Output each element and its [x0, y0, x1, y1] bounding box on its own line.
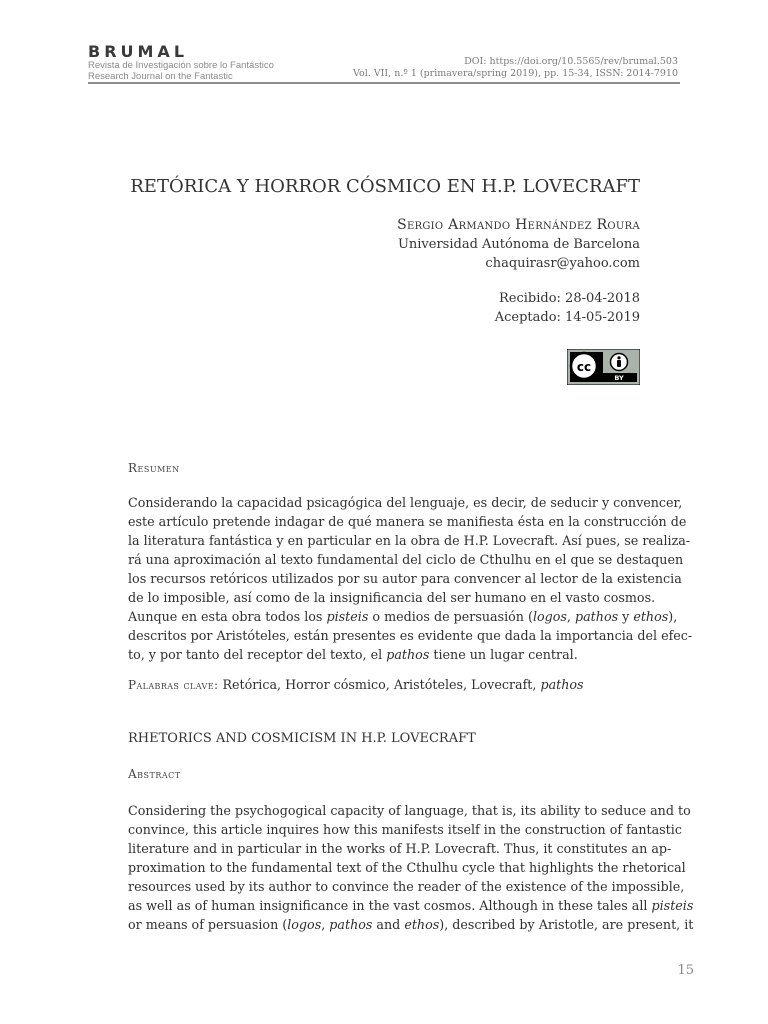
- abstract-line: proximation to the fundamental text of the Cthulhu cycle that highlights the rhetorical: [128, 860, 686, 875]
- resumen-line: la literatura fantástica y en particular en la obra de H.P. Lovecraft. Así pues, se realiza-: [128, 533, 691, 548]
- resumen-line: descritos por Aristóteles, están presentes es evidente que dada la importancia del efec-: [128, 628, 693, 643]
- journal-subtitle-es: Revista de Investigación sobre lo Fantástico: [88, 60, 274, 71]
- cc-license-graphic: [567, 349, 640, 385]
- keywords: [128, 677, 584, 692]
- received-date: Recibido: 28-04-2018: [498, 291, 640, 306]
- resumen-line: este artículo pretende indagar de qué manera se manifiesta ésta en la construcción de: [128, 514, 687, 529]
- abstract-line: literature and in particular in the works of H.P. Lovecraft. Thus, it constitutes an ap-: [128, 841, 672, 856]
- abstract-line: resources used by its author to convince the reader of the existence of the impossible,: [128, 879, 685, 894]
- resumen-line: Considerando la capacidad psicagógica del lenguaje, es decir, de seducir y convencer,: [128, 495, 683, 510]
- author-name: Sergio Armando Hernández Roura: [397, 217, 640, 233]
- journal-subtitle-en: Research Journal on the Fantastic: [88, 71, 233, 82]
- journal-logo: BRUMAL: [88, 42, 189, 61]
- keywords-label: Palabras clave:: [128, 678, 219, 692]
- abstract-line: as well as of human insignificance in the vast cosmos. Although in these tales all pisteis: [128, 898, 694, 913]
- abstract-line: convince, this article inquires how this manifests itself in the construction of fantastic: [128, 822, 682, 837]
- svg-text:cc: cc: [576, 360, 592, 374]
- abstract-paragraph: [128, 801, 694, 934]
- cc-by-icon[interactable]: [567, 349, 640, 385]
- abstract-heading: Abstract: [128, 767, 181, 781]
- page-number: 15: [677, 963, 694, 978]
- cc-by-label: BY: [614, 374, 624, 382]
- resumen-line: rá una aproximación al texto fundamental del ciclo de Cthulhu en el que se destaquen: [128, 552, 684, 567]
- abstract-line: or means of persuasion (logos, pathos and ethos), described by Aristotle, are present, it: [128, 917, 694, 932]
- accepted-date: Aceptado: 14-05-2019: [494, 310, 640, 325]
- author-email[interactable]: chaquirasr@yahoo.com: [485, 256, 640, 271]
- journal-header: [88, 40, 680, 86]
- english-title: RHETORICS AND COSMICISM IN H.P. LOVECRAFT: [128, 731, 476, 746]
- keywords-text: Retórica, Horror cósmico, Aristóteles, Lovecraft,: [222, 677, 537, 692]
- resumen-heading: Resumen: [128, 461, 180, 475]
- resumen-line: los recursos retóricos utilizados por su autor para convencer al lector de la existencia: [128, 571, 682, 586]
- abstract-line: Considering the psychogogical capacity of language, that is, its ability to seduce and to: [128, 803, 691, 818]
- header-divider: [88, 82, 680, 84]
- keywords-italic-term: pathos: [540, 677, 584, 692]
- author-affiliation: Universidad Autónoma de Barcelona: [397, 237, 640, 252]
- volume-info: Vol. VII, n.º 1 (primavera/spring 2019), pp. 15-34, ISSN: 2014-7910: [353, 68, 678, 79]
- resumen-paragraph: [128, 493, 693, 664]
- doi-link[interactable]: DOI: https://doi.org/10.5565/rev/brumal.503: [464, 56, 678, 67]
- resumen-line: Aunque en esta obra todos los pisteis o medios de persuasión (logos, pathos y ethos),: [128, 609, 678, 624]
- resumen-line: to, y por tanto del receptor del texto, el pathos tiene un lugar central.: [128, 647, 578, 662]
- article-title: RETÓRICA Y HORROR CÓSMICO EN H.P. LOVECRAFT: [130, 176, 640, 197]
- resumen-line: de lo imposible, así como de la insignificancia del ser humano en el vasto cosmos.: [128, 590, 656, 605]
